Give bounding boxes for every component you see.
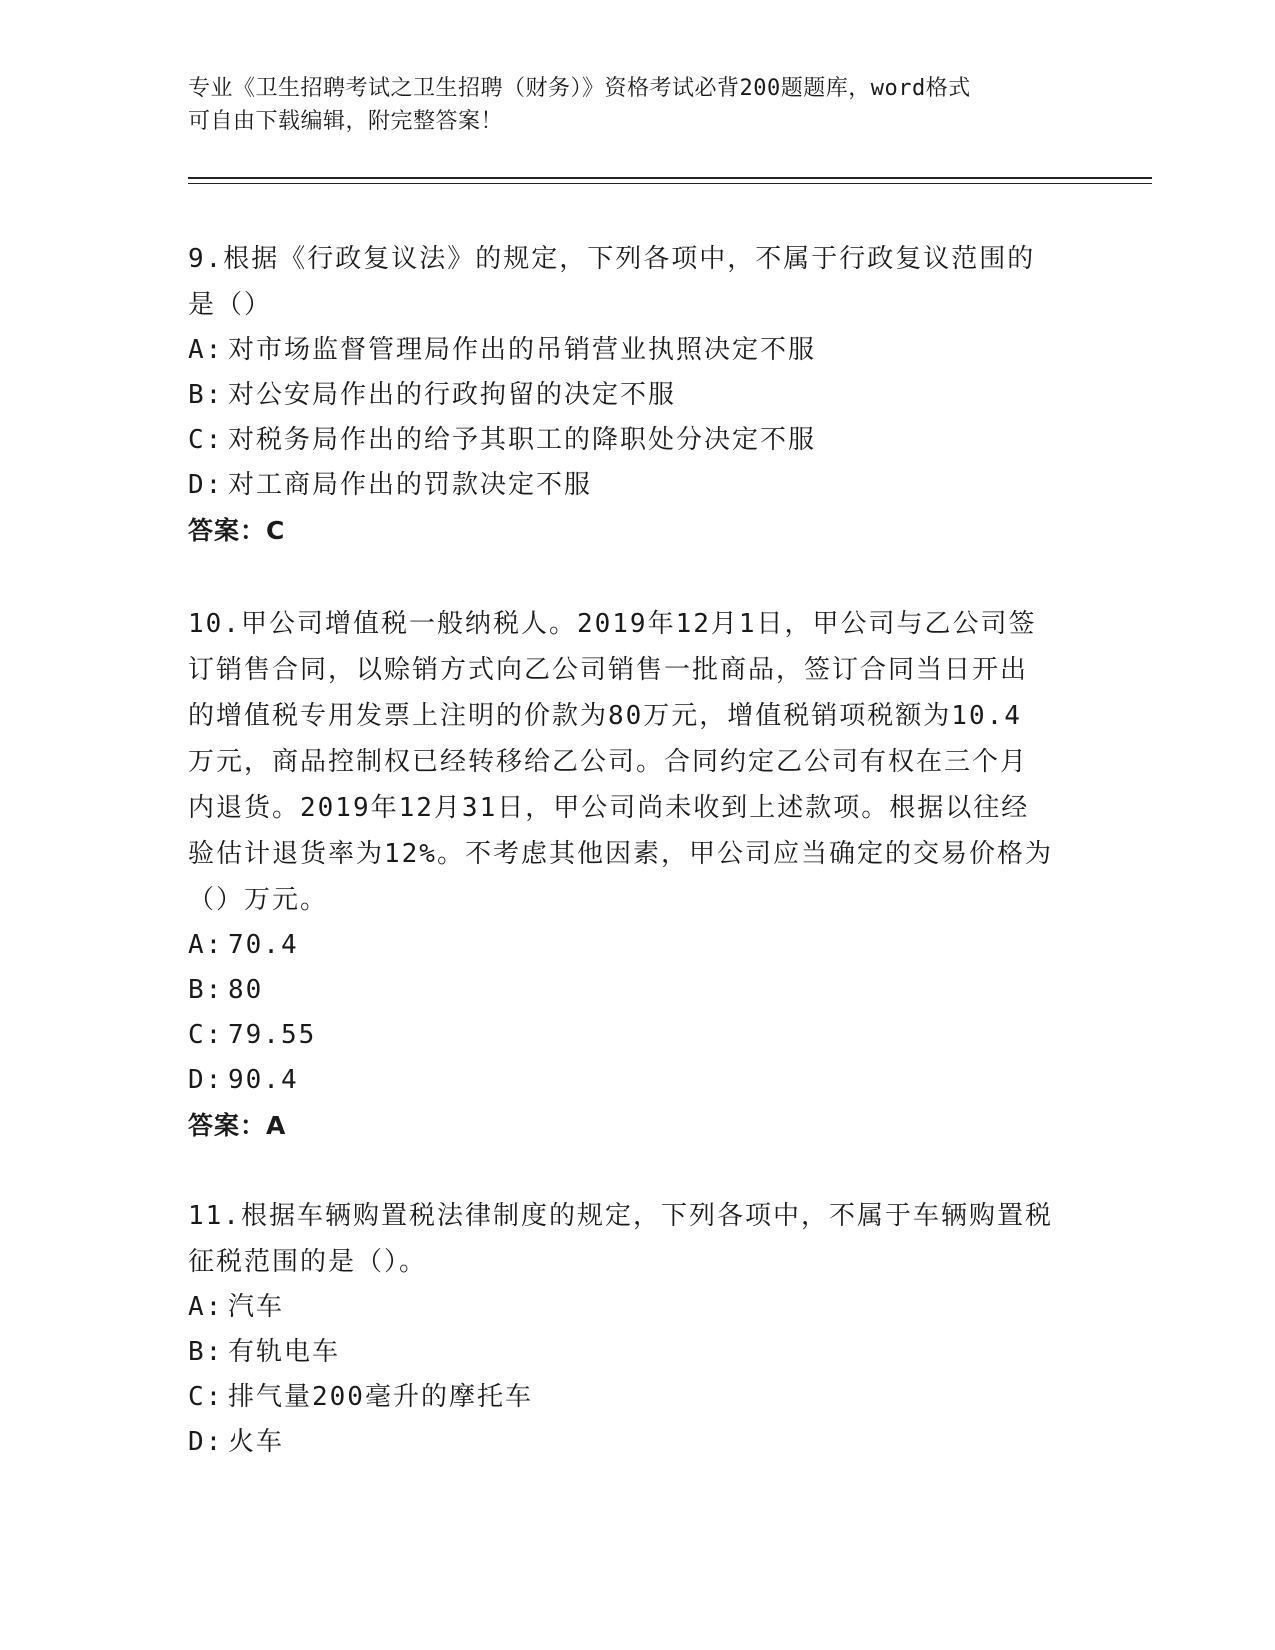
option-d	[188, 463, 1088, 508]
option-label: C:	[188, 425, 224, 455]
stem-line: 是（）	[188, 290, 273, 320]
stem-line: （）万元。	[188, 885, 329, 915]
question-10	[188, 601, 1088, 1149]
option-text: 90.4	[228, 1065, 299, 1095]
option-text: 79.55	[228, 1020, 317, 1050]
header-rule-thick	[188, 177, 1152, 179]
option-text: 对市场监督管理局作出的吊销营业执照决定不服	[228, 335, 817, 365]
stem-line: 订销售合同，以赊销方式向乙公司销售一批商品，签订合同当日开出	[188, 655, 1029, 685]
option-label: A:	[188, 335, 224, 365]
option-label: D:	[188, 470, 224, 500]
option-label: C:	[188, 1382, 224, 1412]
option-text: 80	[228, 975, 264, 1005]
option-text: 对公安局作出的行政拘留的决定不服	[228, 380, 677, 410]
option-text: 汽车	[228, 1292, 285, 1322]
option-text: 有轨电车	[228, 1337, 341, 1367]
option-a	[188, 1285, 1088, 1330]
option-label: C:	[188, 1020, 224, 1050]
header-line-2: 可自由下载编辑，附完整答案！	[188, 109, 504, 134]
option-label: D:	[188, 1065, 224, 1095]
question-stem	[188, 1193, 1088, 1285]
option-b	[188, 373, 1088, 418]
stem-line: 9.根据《行政复议法》的规定，下列各项中，不属于行政复议范围的	[188, 244, 1036, 274]
option-a	[188, 328, 1088, 373]
question-stem	[188, 236, 1088, 328]
option-text: 对工商局作出的罚款决定不服	[228, 470, 593, 500]
stem-line: 内退货。2019年12月31日，甲公司尚未收到上述款项。根据以往经	[188, 793, 1030, 823]
option-label: B:	[188, 1337, 224, 1367]
question-11	[188, 1193, 1088, 1465]
option-text: 火车	[228, 1427, 285, 1457]
option-c	[188, 1375, 1088, 1420]
option-b	[188, 1330, 1088, 1375]
option-text: 70.4	[228, 930, 299, 960]
answer-line: 答案：A	[188, 1111, 287, 1140]
option-text: 排气量200毫升的摩托车	[228, 1382, 533, 1412]
answer-line: 答案：C	[188, 516, 286, 545]
option-a	[188, 923, 1088, 968]
option-c	[188, 1013, 1088, 1058]
option-label: B:	[188, 380, 224, 410]
stem-line: 征税范围的是（）。	[188, 1247, 428, 1277]
option-d	[188, 1058, 1088, 1103]
stem-line: 验估计退货率为12%。不考虑其他因素，甲公司应当确定的交易价格为	[188, 839, 1053, 869]
option-label: D:	[188, 1427, 224, 1457]
option-b	[188, 968, 1088, 1013]
option-c	[188, 418, 1088, 463]
question-stem	[188, 601, 1088, 923]
stem-line: 11.根据车辆购置税法律制度的规定，下列各项中，不属于车辆购置税	[188, 1201, 1053, 1231]
option-d	[188, 1420, 1088, 1465]
header-rule-thin	[188, 183, 1152, 184]
option-label: A:	[188, 1292, 224, 1322]
document-header	[188, 72, 1068, 138]
option-label: B:	[188, 975, 224, 1005]
option-label: A:	[188, 930, 224, 960]
stem-line: 的增值税专用发票上注明的价款为80万元，增值税销项税额为10.4	[188, 701, 1022, 731]
option-text: 对税务局作出的给予其职工的降职处分决定不服	[228, 425, 817, 455]
header-line-1: 专业《卫生招聘考试之卫生招聘（财务）》资格考试必背200题题库，word格式	[188, 76, 971, 101]
stem-line: 10.甲公司增值税一般纳税人。2019年12月1日，甲公司与乙公司签	[188, 609, 1037, 639]
stem-line: 万元，商品控制权已经转移给乙公司。合同约定乙公司有权在三个月	[188, 747, 1029, 777]
question-9	[188, 236, 1088, 554]
